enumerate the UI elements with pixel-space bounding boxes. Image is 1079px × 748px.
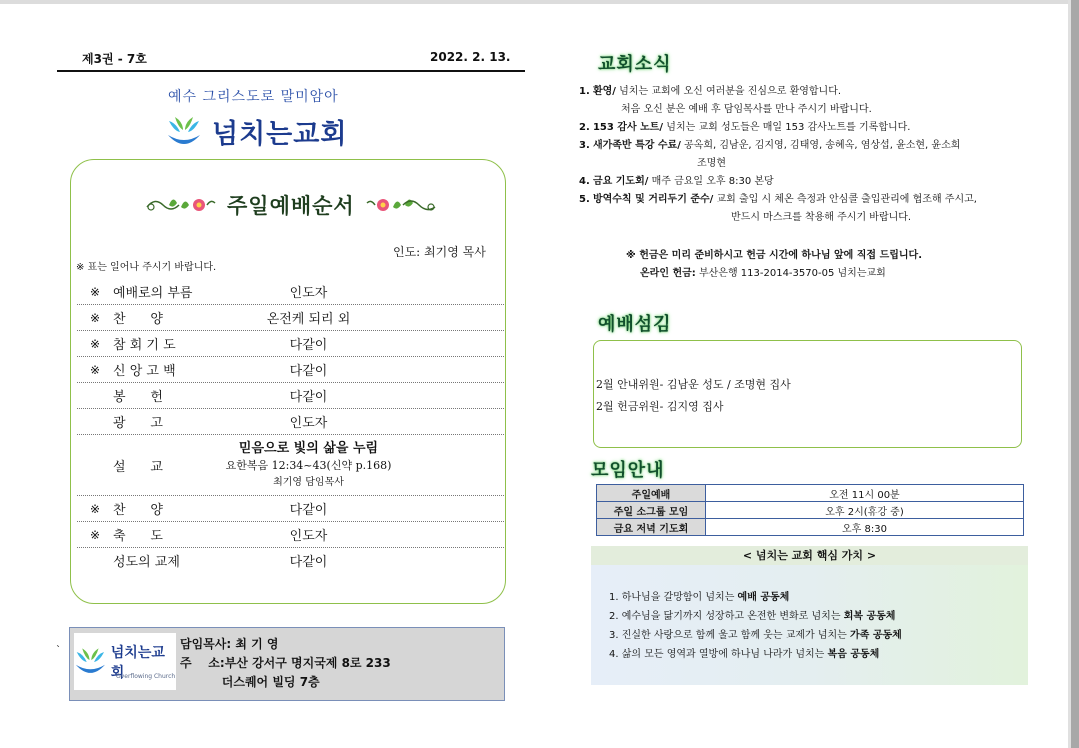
service-item-name: 성도의 교제 bbox=[113, 555, 180, 570]
service-item-value: 인도자 bbox=[289, 416, 328, 431]
church-name: 넘치는교회 bbox=[212, 119, 348, 150]
news-item: 5. 방역수칙 및 거리두기 준수/ 교회 출입 시 체온 측정과 안심콜 출입관리에 협조해 주시고, bbox=[579, 194, 977, 205]
meeting-name: 금요 저녁 기도회 bbox=[597, 519, 706, 536]
table-row bbox=[597, 485, 1024, 502]
offering-instruction: ※ 헌금은 미리 준비하시고 헌금 시간에 하나님 앞에 직접 드립니다. bbox=[626, 250, 923, 261]
church-logo-icon bbox=[166, 115, 202, 149]
stand-mark: ※ bbox=[89, 310, 101, 325]
stand-mark: ※ bbox=[89, 336, 101, 351]
news-title: 교회소식 bbox=[598, 54, 672, 75]
church-logo bbox=[166, 112, 347, 151]
online-label: 온라인 헌금: bbox=[640, 268, 696, 279]
meeting-time: 오전 11시 00분 bbox=[706, 485, 1024, 502]
worship-order-heading bbox=[145, 190, 437, 220]
service-item-name: 봉 헌 bbox=[113, 390, 163, 405]
stand-mark: ※ bbox=[89, 284, 101, 299]
service-row bbox=[77, 357, 504, 383]
serving-line: 2월 헌금위원- 김지영 집사 bbox=[596, 400, 724, 413]
online-offering bbox=[626, 265, 922, 283]
church-info-box bbox=[69, 627, 505, 701]
bulletin-date: 2022. 2. 13. bbox=[430, 50, 511, 64]
table-row bbox=[597, 519, 1024, 536]
service-row bbox=[77, 305, 504, 331]
online-account: 부산은행 113-2014-3570-05 넘치는교회 bbox=[698, 268, 886, 279]
service-row bbox=[77, 548, 504, 573]
pastor-name: 최 기 영 bbox=[235, 637, 279, 651]
service-item-value: 인도자 bbox=[289, 286, 328, 301]
service-item-name: 축 도 bbox=[113, 529, 163, 544]
serving-line: 2월 안내위원- 김남운 성도 / 조명현 집사 bbox=[596, 378, 791, 391]
scrollbar[interactable] bbox=[1071, 0, 1079, 748]
service-row bbox=[77, 279, 504, 305]
floral-ornament-icon bbox=[145, 193, 217, 217]
news-item: 1. 환영/ 넘치는 교회에 오신 여러분을 진심으로 환영합니다. bbox=[579, 86, 842, 97]
worship-order-title: 주일예배순서 bbox=[227, 194, 355, 218]
pastor-label: 담임목사: bbox=[180, 637, 232, 651]
news-item-head: 환영/ bbox=[592, 86, 616, 97]
meetings-title: 모임안내 bbox=[591, 460, 665, 481]
service-item-name: 신 앙 고 백 bbox=[113, 364, 176, 379]
service-row bbox=[77, 496, 504, 522]
standing-note: ※ 표는 일어나 주시기 바랍니다. bbox=[76, 262, 217, 273]
logo-subtitle: Overflowing Church bbox=[116, 673, 176, 680]
sermon-title: 믿음으로 빛의 삶을 누림 bbox=[238, 440, 379, 456]
news-item-cont: 처음 오신 분은 예배 후 담임목사를 만나 주시기 바랍니다. bbox=[621, 104, 872, 115]
address-line-2: 더스퀘어 빌딩 7층 bbox=[221, 675, 320, 689]
meeting-time: 오후 8:30 bbox=[706, 519, 1024, 536]
church-motto: 예수 그리스도로 말미암아 bbox=[168, 89, 339, 105]
floral-ornament-icon bbox=[365, 193, 437, 217]
service-item-value: 다같이 bbox=[289, 555, 328, 570]
service-item-value: 온전케 되리 외 bbox=[266, 312, 351, 327]
service-item-value: 인도자 bbox=[289, 529, 328, 544]
window-top-edge bbox=[0, 0, 1079, 4]
meetings-table bbox=[596, 484, 1024, 536]
meeting-time: 오후 2시(휴강 중) bbox=[706, 502, 1024, 519]
church-info-logo bbox=[74, 633, 176, 690]
table-row bbox=[597, 502, 1024, 519]
address-label: 주 소: bbox=[180, 656, 225, 670]
news-item: 3. 새가족반 특강 수료/ 공옥희, 김남운, 김지영, 김태영, 송혜옥, 염상섭, 윤소현, 윤소희 bbox=[579, 140, 961, 151]
church-logo-icon bbox=[74, 646, 107, 678]
service-item-value: 다같이 bbox=[289, 503, 328, 518]
scripture-reference: 요한복음 12:34~43(신약 p.168) bbox=[225, 458, 392, 472]
news-item-head: 153 감사 노트/ bbox=[592, 122, 664, 133]
service-row bbox=[77, 409, 504, 435]
service-item-value: 다같이 bbox=[289, 364, 328, 379]
stand-mark: ※ bbox=[89, 527, 101, 542]
news-item: 4. 금요 기도회/ 매주 금요일 오후 8:30 본당 bbox=[579, 176, 774, 187]
core-values-title: < 넘치는 교회 핵심 가치 > bbox=[591, 546, 1028, 565]
service-item-name: 설 교 bbox=[113, 459, 163, 475]
header-divider bbox=[57, 70, 525, 72]
meeting-name: 주일 소그룹 모임 bbox=[597, 502, 706, 519]
service-item-name: 찬 양 bbox=[113, 312, 163, 327]
list-item: 2. 예수님을 닮기까지 성장하고 온전한 변화로 넘치는 회복 공동체 bbox=[609, 611, 896, 622]
sermon-details bbox=[203, 440, 504, 491]
news-item-head: 방역수칙 및 거리두기 준수/ bbox=[592, 194, 714, 205]
logo-church-name: 넘치는교회 bbox=[110, 644, 165, 681]
news-item-cont: 반드시 마스크를 착용해 주시기 바랍니다. bbox=[731, 212, 912, 223]
news-item-cont: 조명현 bbox=[697, 158, 726, 169]
core-values-box bbox=[591, 546, 1028, 685]
service-row bbox=[77, 331, 504, 357]
church-contact bbox=[180, 635, 391, 692]
address-line-1: 부산 강서구 명지국제 8로 233 bbox=[224, 656, 391, 670]
news-item: 2. 153 감사 노트/ 넘치는 교회 성도들은 매일 153 감사노트를 기록합니다. bbox=[579, 122, 911, 133]
sermon-row bbox=[77, 435, 504, 496]
service-item-name: 참 회 기 도 bbox=[113, 338, 176, 353]
service-item-value: 다같이 bbox=[289, 390, 328, 405]
news-item-head: 금요 기도회/ bbox=[592, 176, 649, 187]
service-item-value: 다같이 bbox=[289, 338, 328, 353]
list-item: 3. 진실한 사랑으로 함께 울고 함께 웃는 교제가 넘치는 가족 공동체 bbox=[609, 630, 902, 641]
serving-list bbox=[596, 374, 791, 418]
serving-title: 예배섬김 bbox=[598, 314, 672, 335]
stand-mark: ※ bbox=[89, 362, 101, 377]
service-row bbox=[77, 522, 504, 548]
list-item: 4. 삶의 모든 영역과 열방에 하나님 나라가 넘치는 복음 공동체 bbox=[609, 649, 880, 660]
news-item-head: 새가족반 특강 수료/ bbox=[592, 140, 681, 151]
volume-number: 제3권 - 7호 bbox=[82, 52, 147, 66]
news-list bbox=[579, 83, 977, 227]
offering-note bbox=[626, 247, 922, 283]
service-item-name: 광 고 bbox=[113, 416, 163, 431]
service-row bbox=[77, 383, 504, 409]
service-item-name: 찬 양 bbox=[113, 503, 163, 518]
sermon-preacher: 최기영 담임목사 bbox=[273, 476, 344, 488]
service-item-name: 예배로의 부름 bbox=[113, 286, 193, 301]
list-item: 1. 하나님을 갈망함이 넘치는 예배 공동체 bbox=[609, 592, 790, 603]
service-leader: 인도: 최기영 목사 bbox=[393, 245, 486, 259]
stand-mark: ※ bbox=[89, 501, 101, 516]
meeting-name: 주일예배 bbox=[597, 485, 706, 502]
service-order-list bbox=[77, 279, 504, 573]
core-values-list bbox=[609, 588, 902, 664]
